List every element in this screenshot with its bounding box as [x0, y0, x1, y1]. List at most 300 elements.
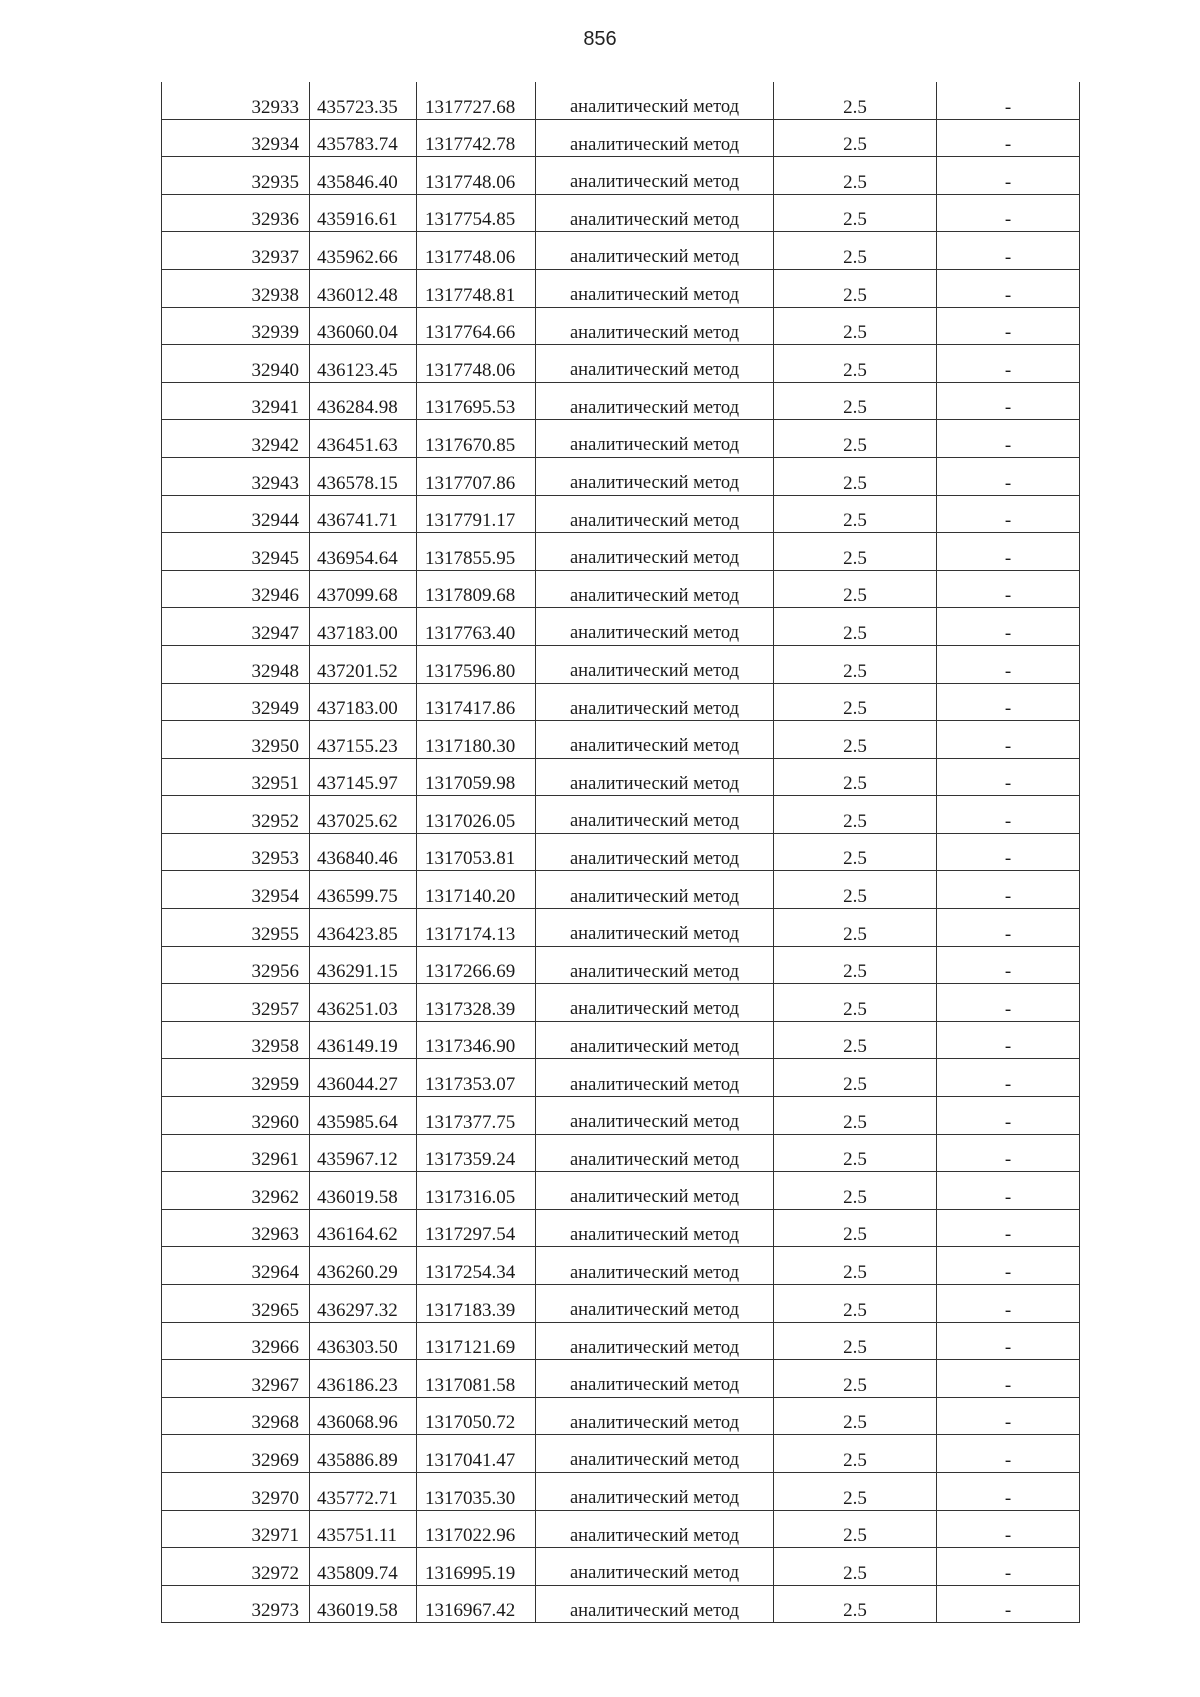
y-coordinate-cell	[417, 1134, 536, 1172]
accuracy-cell	[774, 683, 937, 721]
x-coordinate-cell-text: 436840.46	[317, 848, 398, 870]
method-cell	[536, 1548, 774, 1586]
point-number-cell	[162, 1397, 310, 1435]
note-cell	[937, 495, 1080, 533]
point-number-cell-text: 32961	[251, 1149, 299, 1171]
x-coordinate-cell	[310, 307, 417, 345]
x-coordinate-cell	[310, 82, 417, 119]
note-cell	[937, 1360, 1080, 1398]
y-coordinate-cell-text: 1317174.13	[425, 923, 516, 945]
accuracy-cell-text: 2.5	[843, 1149, 867, 1171]
point-number-cell-text: 32940	[251, 359, 299, 381]
y-coordinate-cell-text: 1317359.24	[425, 1149, 516, 1171]
x-coordinate-cell-text: 436303.50	[317, 1337, 398, 1359]
y-coordinate-cell-text: 1317121.69	[425, 1337, 516, 1359]
accuracy-cell-text: 2.5	[843, 284, 867, 306]
x-coordinate-cell-text: 436291.15	[317, 961, 398, 983]
table-row	[162, 645, 1080, 683]
y-coordinate-cell	[417, 1548, 536, 1586]
y-coordinate-cell	[417, 1021, 536, 1059]
method-cell	[536, 232, 774, 270]
accuracy-cell-text: 2.5	[843, 660, 867, 682]
y-coordinate-cell-text: 1317035.30	[425, 1487, 516, 1509]
y-coordinate-cell-text: 1317707.86	[425, 472, 516, 494]
table-row	[162, 570, 1080, 608]
table-row	[162, 833, 1080, 871]
method-cell-text: аналитический метод	[569, 435, 740, 456]
accuracy-cell-text: 2.5	[843, 96, 867, 118]
point-number-cell	[162, 1435, 310, 1473]
point-number-cell-text: 32956	[251, 961, 299, 983]
y-coordinate-cell-text: 1317346.90	[425, 1036, 516, 1058]
accuracy-cell	[774, 1172, 937, 1210]
accuracy-cell	[774, 119, 937, 157]
note-cell	[937, 533, 1080, 571]
x-coordinate-cell-text: 436423.85	[317, 923, 398, 945]
point-number-cell-text: 32966	[251, 1337, 299, 1359]
x-coordinate-cell	[310, 1435, 417, 1473]
y-coordinate-cell	[417, 307, 536, 345]
method-cell	[536, 1134, 774, 1172]
y-coordinate-cell	[417, 871, 536, 909]
table-row	[162, 194, 1080, 232]
point-number-cell-text: 32939	[251, 322, 299, 344]
point-number-cell-text: 32953	[251, 848, 299, 870]
x-coordinate-cell-text: 436741.71	[317, 510, 398, 532]
accuracy-cell-text: 2.5	[843, 1186, 867, 1208]
y-coordinate-cell	[417, 833, 536, 871]
x-coordinate-cell-text: 437155.23	[317, 735, 398, 757]
y-coordinate-cell	[417, 1397, 536, 1435]
table-row	[162, 1134, 1080, 1172]
x-coordinate-cell	[310, 1510, 417, 1548]
accuracy-cell	[774, 1021, 937, 1059]
method-cell-text: аналитический метод	[569, 924, 740, 945]
y-coordinate-cell-text: 1317670.85	[425, 434, 516, 456]
point-number-cell-text: 32958	[251, 1036, 299, 1058]
x-coordinate-cell	[310, 194, 417, 232]
accuracy-cell	[774, 645, 937, 683]
x-coordinate-cell-text: 435809.74	[317, 1562, 398, 1584]
method-cell	[536, 946, 774, 984]
method-cell	[536, 758, 774, 796]
x-coordinate-cell-text: 436260.29	[317, 1262, 398, 1283]
point-number-cell-text: 32933	[251, 96, 299, 118]
method-cell	[536, 1510, 774, 1548]
note-cell	[937, 1435, 1080, 1473]
x-coordinate-cell-text: 436019.58	[317, 1600, 398, 1622]
point-number-cell	[162, 645, 310, 683]
y-coordinate-cell-text: 1317297.54	[425, 1224, 516, 1246]
x-coordinate-cell	[310, 1397, 417, 1435]
table-row	[162, 1585, 1080, 1623]
accuracy-cell-text: 2.5	[843, 961, 867, 983]
point-number-cell-text: 32942	[251, 434, 299, 456]
method-cell-text: аналитический метод	[569, 773, 740, 794]
accuracy-cell-text: 2.5	[843, 1412, 867, 1434]
y-coordinate-cell-text: 1317026.05	[425, 810, 516, 832]
accuracy-cell-text: 2.5	[843, 622, 867, 644]
x-coordinate-cell	[310, 269, 417, 307]
point-number-cell	[162, 1059, 310, 1097]
y-coordinate-cell	[417, 345, 536, 383]
x-coordinate-cell	[310, 570, 417, 608]
table-row	[162, 1247, 1080, 1285]
table-row	[162, 82, 1080, 119]
note-cell-text: -	[1004, 472, 1012, 494]
x-coordinate-cell-text: 436297.32	[317, 1299, 398, 1321]
point-number-cell-text: 32972	[251, 1562, 299, 1584]
note-cell	[937, 946, 1080, 984]
x-coordinate-cell	[310, 382, 417, 420]
note-cell	[937, 1585, 1080, 1623]
method-cell	[536, 157, 774, 195]
x-coordinate-cell	[310, 1548, 417, 1586]
point-number-cell	[162, 119, 310, 157]
method-cell	[536, 909, 774, 947]
point-number-cell-text: 32954	[251, 886, 299, 908]
point-number-cell-text: 32959	[251, 1074, 299, 1096]
point-number-cell	[162, 82, 310, 119]
y-coordinate-cell-text: 1317748.06	[425, 171, 516, 193]
method-cell	[536, 1021, 774, 1059]
point-number-cell-text: 32955	[251, 923, 299, 945]
method-cell-text: аналитический метод	[569, 97, 740, 118]
table-row	[162, 1285, 1080, 1323]
y-coordinate-cell-text: 1317059.98	[425, 773, 516, 795]
method-cell-text: аналитический метод	[569, 1300, 740, 1321]
x-coordinate-cell	[310, 1209, 417, 1247]
x-coordinate-cell-text: 435783.74	[317, 134, 398, 156]
table-row	[162, 307, 1080, 345]
note-cell-text: -	[1004, 1149, 1012, 1171]
point-number-cell	[162, 871, 310, 909]
method-cell	[536, 1322, 774, 1360]
method-cell	[536, 1209, 774, 1247]
method-cell	[536, 871, 774, 909]
note-cell	[937, 1510, 1080, 1548]
note-cell	[937, 984, 1080, 1022]
note-cell	[937, 1285, 1080, 1323]
point-number-cell-text: 32971	[251, 1525, 299, 1547]
point-number-cell-text: 32967	[251, 1374, 299, 1396]
point-number-cell	[162, 307, 310, 345]
note-cell	[937, 1548, 1080, 1586]
accuracy-cell	[774, 194, 937, 232]
method-cell-text: аналитический метод	[569, 585, 740, 606]
point-number-cell	[162, 1021, 310, 1059]
accuracy-cell	[774, 382, 937, 420]
accuracy-cell	[774, 984, 937, 1022]
method-cell	[536, 457, 774, 495]
note-cell	[937, 1134, 1080, 1172]
x-coordinate-cell	[310, 946, 417, 984]
point-number-cell	[162, 1097, 310, 1135]
y-coordinate-cell	[417, 1097, 536, 1135]
y-coordinate-cell	[417, 157, 536, 195]
method-cell-text: аналитический метод	[569, 1187, 740, 1208]
table-row	[162, 909, 1080, 947]
note-cell	[937, 269, 1080, 307]
y-coordinate-cell	[417, 1209, 536, 1247]
method-cell-text: аналитический метод	[569, 397, 740, 418]
y-coordinate-cell	[417, 1435, 536, 1473]
point-number-cell	[162, 1209, 310, 1247]
method-cell-text: аналитический метод	[569, 1375, 740, 1396]
point-number-cell-text: 32935	[251, 171, 299, 193]
method-cell-text: аналитический метод	[569, 1337, 740, 1358]
point-number-cell-text: 32934	[251, 134, 299, 156]
y-coordinate-cell	[417, 194, 536, 232]
x-coordinate-cell	[310, 1285, 417, 1323]
point-number-cell-text: 32963	[251, 1224, 299, 1246]
point-number-cell	[162, 721, 310, 759]
y-coordinate-cell	[417, 683, 536, 721]
method-cell	[536, 1435, 774, 1473]
x-coordinate-cell-text: 436068.96	[317, 1412, 398, 1434]
note-cell-text: -	[1004, 1412, 1012, 1434]
x-coordinate-cell	[310, 909, 417, 947]
note-cell-text: -	[1004, 1374, 1012, 1396]
table-row	[162, 758, 1080, 796]
note-cell	[937, 1172, 1080, 1210]
x-coordinate-cell-text: 436186.23	[317, 1374, 398, 1396]
method-cell	[536, 1172, 774, 1210]
note-cell	[937, 1059, 1080, 1097]
accuracy-cell	[774, 420, 937, 458]
coordinates-table-body	[162, 82, 1080, 1623]
x-coordinate-cell	[310, 796, 417, 834]
y-coordinate-cell	[417, 570, 536, 608]
page-number: 856	[583, 28, 617, 50]
accuracy-cell	[774, 1397, 937, 1435]
note-cell-text: -	[1004, 284, 1012, 306]
accuracy-cell	[774, 1510, 937, 1548]
method-cell	[536, 721, 774, 759]
y-coordinate-cell-text: 1317748.81	[425, 284, 516, 306]
accuracy-cell	[774, 1322, 937, 1360]
accuracy-cell	[774, 1097, 937, 1135]
point-number-cell-text: 32957	[251, 998, 299, 1020]
accuracy-cell-text: 2.5	[843, 1487, 867, 1509]
table-row	[162, 1172, 1080, 1210]
table-row	[162, 382, 1080, 420]
note-cell-text: -	[1004, 1299, 1012, 1321]
x-coordinate-cell-text: 437183.00	[317, 698, 398, 720]
point-number-cell-text: 32947	[251, 622, 299, 644]
y-coordinate-cell	[417, 82, 536, 119]
method-cell-text: аналитический метод	[569, 285, 740, 306]
x-coordinate-cell-text: 435723.35	[317, 96, 398, 118]
x-coordinate-cell	[310, 683, 417, 721]
method-cell-text: аналитический метод	[569, 172, 740, 193]
method-cell-text: аналитический метод	[569, 1036, 740, 1057]
x-coordinate-cell	[310, 721, 417, 759]
y-coordinate-cell	[417, 909, 536, 947]
accuracy-cell-text: 2.5	[843, 1525, 867, 1547]
accuracy-cell	[774, 1435, 937, 1473]
x-coordinate-cell	[310, 833, 417, 871]
method-cell	[536, 345, 774, 383]
note-cell	[937, 796, 1080, 834]
x-coordinate-cell	[310, 457, 417, 495]
accuracy-cell	[774, 721, 937, 759]
accuracy-cell-text: 2.5	[843, 1262, 867, 1283]
point-number-cell-text: 32937	[251, 246, 299, 268]
method-cell-text: аналитический метод	[569, 473, 740, 494]
point-number-cell-text: 32949	[251, 698, 299, 720]
note-cell-text: -	[1004, 848, 1012, 870]
x-coordinate-cell-text: 437145.97	[317, 773, 398, 795]
x-coordinate-cell	[310, 1172, 417, 1210]
note-cell-text: -	[1004, 886, 1012, 908]
point-number-cell	[162, 758, 310, 796]
y-coordinate-cell	[417, 269, 536, 307]
note-cell	[937, 420, 1080, 458]
method-cell	[536, 533, 774, 571]
x-coordinate-cell-text: 435916.61	[317, 209, 398, 231]
note-cell-text: -	[1004, 1562, 1012, 1584]
note-cell-text: -	[1004, 434, 1012, 456]
table-row	[162, 1021, 1080, 1059]
accuracy-cell	[774, 82, 937, 119]
accuracy-cell	[774, 1360, 937, 1398]
y-coordinate-cell-text: 1317855.95	[425, 547, 516, 569]
accuracy-cell-text: 2.5	[843, 1036, 867, 1058]
x-coordinate-cell-text: 437183.00	[317, 622, 398, 644]
accuracy-cell	[774, 232, 937, 270]
accuracy-cell-text: 2.5	[843, 810, 867, 832]
note-cell-text: -	[1004, 547, 1012, 569]
y-coordinate-cell-text: 1317748.06	[425, 359, 516, 381]
y-coordinate-cell-text: 1317695.53	[425, 397, 516, 419]
x-coordinate-cell-text: 437099.68	[317, 585, 398, 607]
accuracy-cell	[774, 1209, 937, 1247]
y-coordinate-cell	[417, 1172, 536, 1210]
table-row	[162, 1322, 1080, 1360]
method-cell	[536, 1059, 774, 1097]
point-number-cell-text: 32962	[251, 1186, 299, 1208]
y-coordinate-cell	[417, 946, 536, 984]
y-coordinate-cell	[417, 420, 536, 458]
method-cell	[536, 194, 774, 232]
accuracy-cell	[774, 1548, 937, 1586]
note-cell-text: -	[1004, 810, 1012, 832]
y-coordinate-cell	[417, 495, 536, 533]
accuracy-cell-text: 2.5	[843, 171, 867, 193]
y-coordinate-cell	[417, 645, 536, 683]
y-coordinate-cell-text: 1317316.05	[425, 1186, 516, 1208]
note-cell-text: -	[1004, 1600, 1012, 1622]
y-coordinate-cell	[417, 984, 536, 1022]
point-number-cell	[162, 1247, 310, 1285]
accuracy-cell-text: 2.5	[843, 434, 867, 456]
x-coordinate-cell	[310, 119, 417, 157]
y-coordinate-cell-text: 1317417.86	[425, 698, 516, 720]
x-coordinate-cell-text: 435886.89	[317, 1449, 398, 1471]
y-coordinate-cell-text: 1317748.06	[425, 246, 516, 268]
note-cell-text: -	[1004, 961, 1012, 983]
point-number-cell	[162, 1134, 310, 1172]
method-cell	[536, 420, 774, 458]
x-coordinate-cell-text: 436164.62	[317, 1224, 398, 1246]
method-cell	[536, 984, 774, 1022]
x-coordinate-cell-text: 435985.64	[317, 1111, 398, 1133]
accuracy-cell	[774, 1285, 937, 1323]
y-coordinate-cell-text: 1317754.85	[425, 209, 516, 231]
y-coordinate-cell	[417, 1322, 536, 1360]
method-cell-text: аналитический метод	[569, 811, 740, 832]
point-number-cell	[162, 157, 310, 195]
table-row	[162, 157, 1080, 195]
x-coordinate-cell	[310, 533, 417, 571]
method-cell	[536, 119, 774, 157]
x-coordinate-cell-text: 435967.12	[317, 1149, 398, 1171]
point-number-cell	[162, 232, 310, 270]
point-number-cell	[162, 194, 310, 232]
table-row	[162, 1472, 1080, 1510]
x-coordinate-cell-text: 436123.45	[317, 359, 398, 381]
method-cell-text: аналитический метод	[569, 848, 740, 869]
method-cell-text: аналитический метод	[569, 360, 740, 381]
method-cell	[536, 82, 774, 119]
accuracy-cell	[774, 909, 937, 947]
accuracy-cell	[774, 946, 937, 984]
x-coordinate-cell-text: 435962.66	[317, 246, 398, 268]
method-cell-text: аналитический метод	[569, 134, 740, 155]
accuracy-cell-text: 2.5	[843, 698, 867, 720]
table-row	[162, 119, 1080, 157]
y-coordinate-cell-text: 1316995.19	[425, 1562, 516, 1584]
point-number-cell	[162, 1322, 310, 1360]
x-coordinate-cell-text: 437025.62	[317, 810, 398, 832]
table-row	[162, 1435, 1080, 1473]
accuracy-cell-text: 2.5	[843, 1224, 867, 1246]
point-number-cell	[162, 382, 310, 420]
point-number-cell	[162, 984, 310, 1022]
y-coordinate-cell-text: 1317180.30	[425, 735, 516, 757]
note-cell-text: -	[1004, 1449, 1012, 1471]
note-cell-text: -	[1004, 1487, 1012, 1509]
point-number-cell	[162, 1360, 310, 1398]
method-cell	[536, 382, 774, 420]
table-row	[162, 1397, 1080, 1435]
note-cell-text: -	[1004, 998, 1012, 1020]
table-row	[162, 796, 1080, 834]
point-number-cell	[162, 1285, 310, 1323]
x-coordinate-cell	[310, 1059, 417, 1097]
y-coordinate-cell-text: 1317791.17	[425, 510, 516, 532]
accuracy-cell	[774, 307, 937, 345]
point-number-cell	[162, 495, 310, 533]
y-coordinate-cell	[417, 232, 536, 270]
method-cell-text: аналитический метод	[569, 247, 740, 268]
y-coordinate-cell	[417, 1360, 536, 1398]
note-cell-text: -	[1004, 585, 1012, 607]
note-cell	[937, 232, 1080, 270]
x-coordinate-cell-text: 436012.48	[317, 284, 398, 306]
note-cell-text: -	[1004, 397, 1012, 419]
note-cell-text: -	[1004, 1186, 1012, 1208]
point-number-cell	[162, 1172, 310, 1210]
y-coordinate-cell-text: 1317183.39	[425, 1299, 516, 1321]
method-cell	[536, 495, 774, 533]
x-coordinate-cell-text: 436019.58	[317, 1186, 398, 1208]
method-cell-text: аналитический метод	[569, 1112, 740, 1133]
method-cell	[536, 1285, 774, 1323]
accuracy-cell-text: 2.5	[843, 585, 867, 607]
note-cell	[937, 307, 1080, 345]
